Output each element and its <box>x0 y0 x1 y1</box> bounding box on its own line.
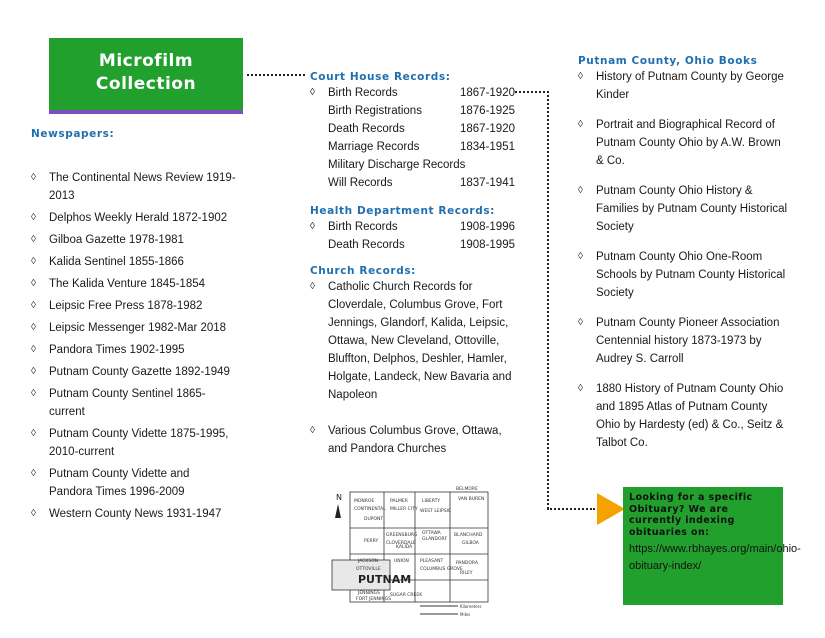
record-years: 1867-1920 <box>460 87 515 99</box>
list-item: ◊ Putnam County Ohio History & Families by Putnam County Historical Society <box>578 182 788 236</box>
list-item: ◊ Putnam County Gazette 1892-1949 <box>31 363 236 381</box>
title-banner <box>49 38 243 114</box>
arrow-icon <box>597 493 625 525</box>
list-item: ◊ Portrait and Biographical Record of Putnam County Ohio by A.W. Brown & Co. <box>578 116 788 170</box>
township-label: GREENSBURG <box>386 533 418 538</box>
township-label: JENNINGS <box>358 591 380 596</box>
township-label: OTTAWA <box>422 531 441 536</box>
list-item: ◊ History of Putnam County by George Kinder <box>578 68 788 104</box>
record-name: Military Discharge Records <box>328 159 466 171</box>
scale-mi: Miles <box>460 612 471 617</box>
list-item: ◊ Catholic Church Records for Cloverdale, Columbus Grove, Fort Jennings, Glandorf, Kalida, Leipsic, Ottawa, New Cleveland, Ottoville, Bluffton, Delphos, Deshler, Hamler, Holgate, Landeck, New Bavaria and Napoleon <box>310 278 515 404</box>
table-row <box>310 236 525 254</box>
record-years: 1908-1995 <box>460 239 515 251</box>
township-label: VAN BUREN <box>458 497 485 502</box>
bullet-icon: ◊ <box>310 87 315 98</box>
township-label: OTTOVILLE <box>356 567 381 572</box>
obituary-callout <box>623 487 801 605</box>
township-label: RILEY <box>460 571 473 576</box>
health-records <box>310 218 525 254</box>
record-name: Birth Records <box>328 221 398 233</box>
township-label: PERRY <box>364 539 379 544</box>
obituary-link[interactable]: https://www.rbhayes.org/main/ohio-obituary-index/ <box>629 543 801 572</box>
township-label: CLOVERDALE <box>386 541 416 546</box>
township-label: FORT JENNINGS <box>356 597 392 602</box>
books-list <box>578 68 788 464</box>
table-row <box>310 156 525 174</box>
township-label: DUPONT <box>364 517 384 522</box>
township-label: MONROE <box>354 499 375 504</box>
courthouse-heading: Court House Records: <box>310 71 451 83</box>
list-item: ◊ Western County News 1931-1947 <box>31 505 236 523</box>
books-heading: Putnam County, Ohio Books <box>578 55 758 67</box>
list-item: ◊ Putnam County Ohio One-Room Schools by Putnam County Historical Society <box>578 248 788 302</box>
dotted-connector <box>547 91 549 509</box>
township-label: GILBOA <box>462 541 479 546</box>
health-heading: Health Department Records: <box>310 205 495 217</box>
table-row <box>310 218 525 236</box>
list-item: ◊ Kalida Sentinel 1855-1866 <box>31 253 236 271</box>
table-row <box>310 84 525 102</box>
township-label: UNION <box>394 559 409 564</box>
record-years: 1867-1920 <box>460 123 515 135</box>
newspapers-heading: Newspapers: <box>31 128 115 140</box>
township-label: PALMER <box>390 499 408 504</box>
list-item: ◊ Putnam County Sentinel 1865-current <box>31 385 236 421</box>
record-name: Marriage Records <box>328 141 420 153</box>
table-row <box>310 138 525 156</box>
record-name: Death Records <box>328 239 405 251</box>
township-label: GLANDORF <box>422 537 448 542</box>
list-item: ◊ Various Columbus Grove, Ottawa, and Pandora Churches <box>310 422 515 458</box>
record-years: 1876-1925 <box>460 105 515 117</box>
courthouse-records <box>310 84 525 192</box>
township-label: PLEASANT <box>420 559 444 564</box>
record-years: 1834-1951 <box>460 141 515 153</box>
list-item: ◊ Putnam County Pioneer Association Centennial history 1873-1973 by Audrey S. Carroll <box>578 314 788 368</box>
township-label: CONTINENTAL <box>354 507 386 512</box>
record-name: Death Records <box>328 123 405 135</box>
township-label: COLUMBUS GROVE <box>420 567 463 572</box>
list-item: ◊ Pandora Times 1902-1995 <box>31 341 236 359</box>
dotted-connector <box>547 508 595 510</box>
county-label: PUTNAM <box>358 573 412 586</box>
table-row <box>310 120 525 138</box>
list-item: ◊ Putnam County Vidette and Pandora Times 1996-2009 <box>31 465 236 501</box>
list-item: ◊ Gilboa Gazette 1978-1981 <box>31 231 236 249</box>
list-item: ◊ Putnam County Vidette 1875-1995, 2010-current <box>31 425 236 461</box>
title-line-2: Collection <box>95 74 197 94</box>
north-arrow-icon <box>335 504 341 518</box>
list-item: ◊ 1880 History of Putnam County Ohio and 1895 Atlas of Putnam County Ohio by Hardesty (ed) & Co., Seitz & Talbot Co. <box>578 380 788 452</box>
township-label: KALIDA <box>396 545 413 550</box>
record-name: Will Records <box>328 177 393 189</box>
record-name: Birth Registrations <box>328 105 422 117</box>
record-name: Birth Records <box>328 87 398 99</box>
table-row <box>310 102 525 120</box>
list-item: ◊ Delphos Weekly Herald 1872-1902 <box>31 209 236 227</box>
list-item: ◊ The Kalida Venture 1845-1854 <box>31 275 236 293</box>
page-title <box>49 50 243 96</box>
township-label: WEST LEIPSIC <box>420 509 452 514</box>
title-line-1: Microfilm <box>98 51 194 71</box>
township-label: BLANCHARD <box>454 533 483 538</box>
church-list <box>310 278 515 458</box>
township-label: MILLER CITY <box>390 507 418 512</box>
scale-km: Kilometers <box>460 604 482 609</box>
township-label: BELMORE <box>456 487 478 492</box>
record-years: 1908-1996 <box>460 221 515 233</box>
township-label: SUGAR CREEK <box>390 593 423 598</box>
list-item: ◊ The Continental News Review 1919-2013 <box>31 169 236 205</box>
record-years: 1837-1941 <box>460 177 515 189</box>
putnam-county-map <box>328 482 490 620</box>
township-label: LIBERTY <box>422 499 441 504</box>
bullet-icon: ◊ <box>310 221 315 232</box>
list-item: ◊ Leipsic Free Press 1878-1982 <box>31 297 236 315</box>
north-label: N <box>336 493 342 502</box>
newspapers-list <box>31 169 236 527</box>
church-heading: Church Records: <box>310 265 416 277</box>
list-item: ◊ Leipsic Messenger 1982-Mar 2018 <box>31 319 236 337</box>
table-row <box>310 174 525 192</box>
township-label: PANDORA <box>456 561 478 566</box>
township-label: JACKSON <box>358 559 379 564</box>
dotted-connector <box>247 74 305 76</box>
obituary-heading: Looking for a specific Obituary? We are currently indexing obituaries on: <box>629 492 753 538</box>
